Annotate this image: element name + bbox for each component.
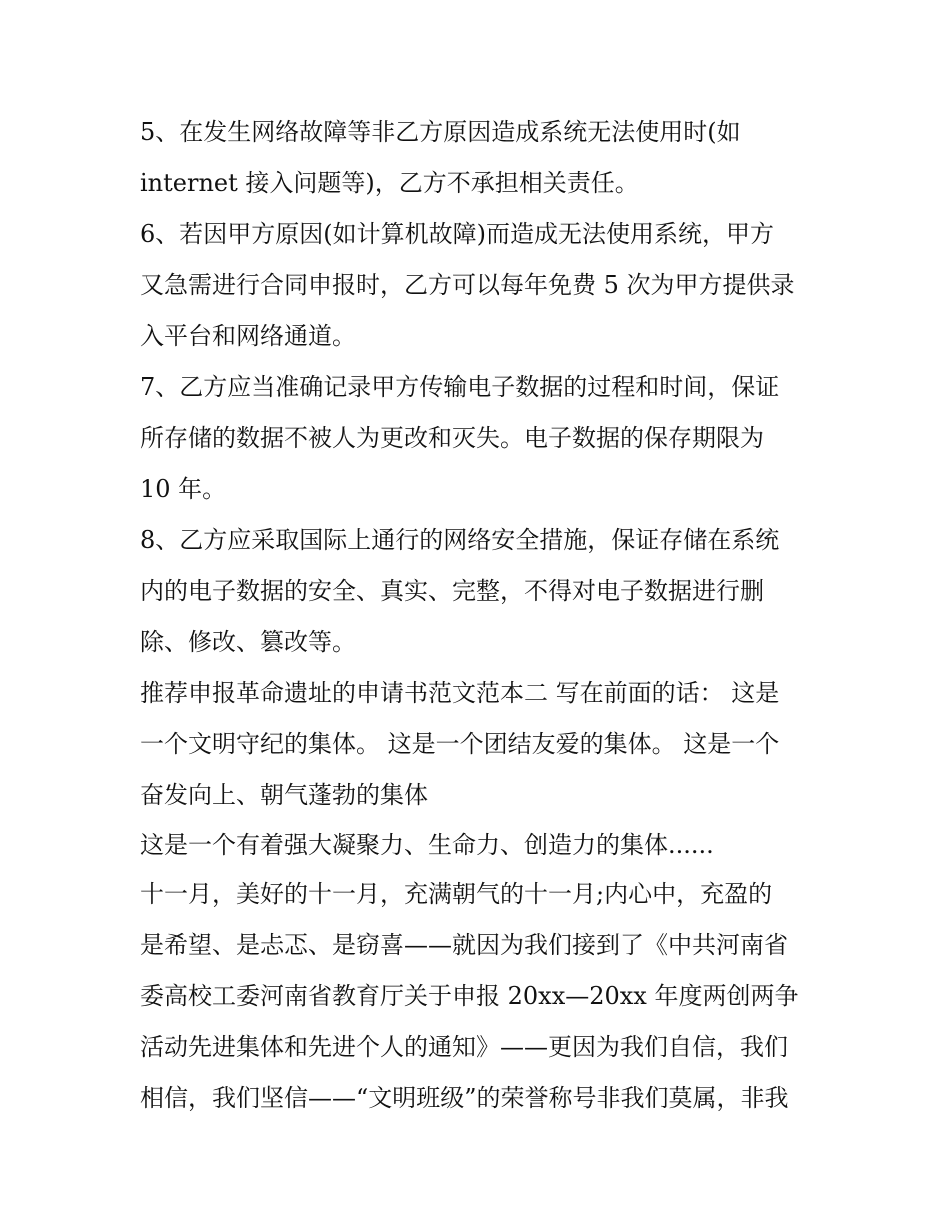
text-line: 所存储的数据不被人为更改和灭失。电子数据的保存期限为 [140,424,764,452]
text-line: 十一月，美好的十一月，充满朝气的十一月;内心中，充盈的 [140,880,773,908]
text-line: 委高校工委河南省教育厅关于申报 20xx—20xx 年度两创两争 [140,982,799,1010]
text-line: 除、修改、篡改等。 [140,628,356,656]
text-line: 这是一个有着强大凝聚力、生命力、创造力的集体...... [140,831,714,859]
text-line: 活动先进集体和先进个人的通知》——更因为我们自信，我们 [140,1033,788,1061]
text-line: 6、若因甲方原因(如计算机故障)而造成无法使用系统，甲方 [140,220,774,248]
text-line: 相信，我们坚信——“文明班级”的荣誉称号非我们莫属，非我 [140,1084,789,1112]
text-line: 是希望、是忐忑、是窃喜——就因为我们接到了《中共河南省 [140,931,788,959]
text-line: 一个文明守纪的集体。 这是一个团结友爱的集体。 这是一个 [140,730,780,758]
text-line: internet 接入问题等)，乙方不承担相关责任。 [140,169,639,197]
document-body [140,107,820,1124]
text-line: 8、乙方应采取国际上通行的网络安全措施，保证存储在系统 [140,526,780,554]
text-line: 5、在发生网络故障等非乙方原因造成系统无法使用时(如 [140,118,741,146]
text-line: 10 年。 [140,475,227,503]
text-line: 内的电子数据的安全、真实、完整，不得对电子数据进行删 [140,577,764,605]
text-line: 奋发向上、朝气蓬勃的集体 [140,781,428,809]
text-line: 又急需进行合同申报时，乙方可以每年免费 5 次为甲方提供录 [140,271,795,299]
text-line: 7、乙方应当准确记录甲方传输电子数据的过程和时间，保证 [140,373,780,401]
text-line: 入平台和网络通道。 [140,322,356,350]
text-line: 推荐申报革命遗址的申请书范文范本二 写在前面的话： 这是 [140,679,780,707]
